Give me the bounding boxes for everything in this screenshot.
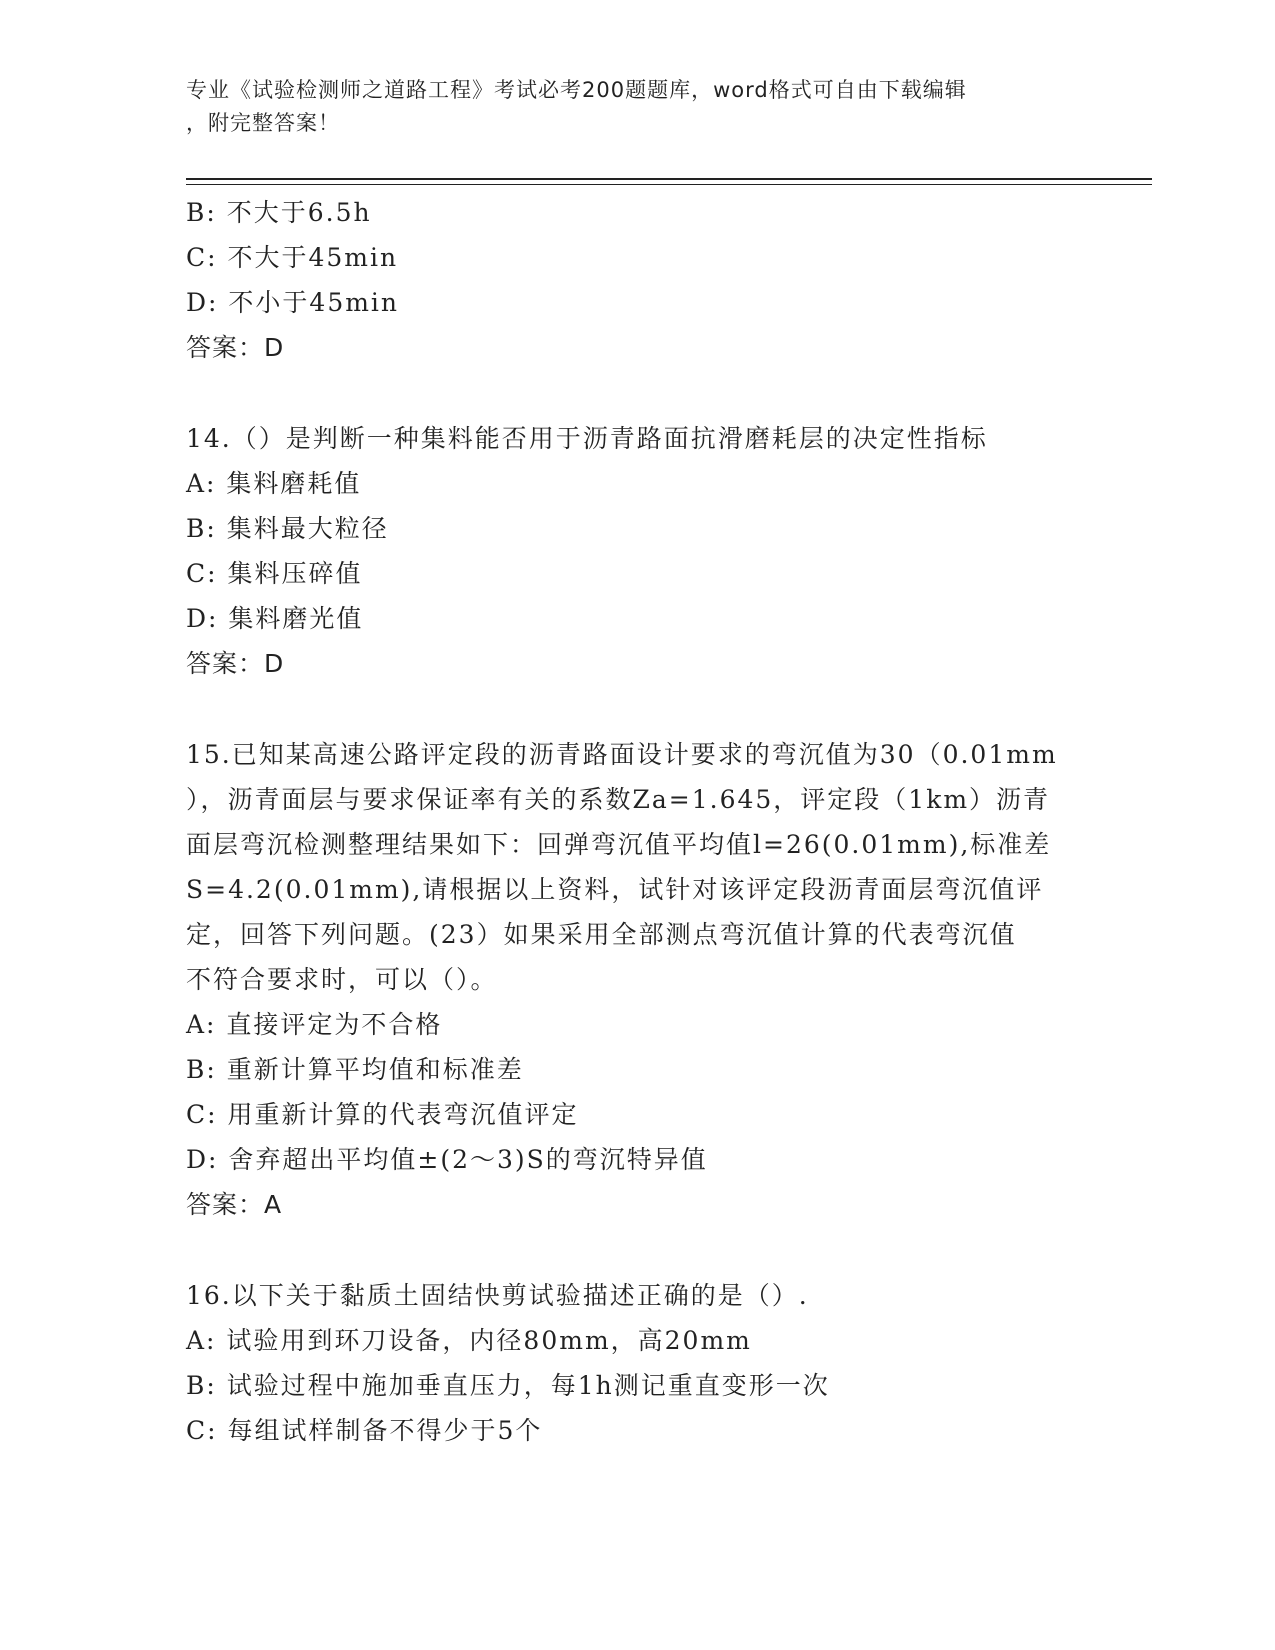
- answer-label: 答案：D: [186, 649, 285, 678]
- question-15: [186, 732, 1086, 1227]
- header-line-1: 专业《试验检测师之道路工程》考试必考200题题库，word格式可自由下载编辑: [186, 78, 967, 102]
- option-c: C: 用重新计算的代表弯沉值评定: [186, 1100, 579, 1129]
- document-header: [186, 74, 1066, 140]
- option-b: B: 重新计算平均值和标准差: [186, 1055, 524, 1084]
- option-d: D: 不小于45min: [186, 288, 400, 317]
- header-divider-thin: [186, 184, 1152, 185]
- spacer: [186, 370, 1086, 416]
- spacer: [186, 1227, 1086, 1273]
- question-stem-line: 15.已知某高速公路评定段的沥青路面设计要求的弯沉值为30（0.01mm: [186, 740, 1058, 769]
- option-d: D: 舍弃超出平均值±(2～3)S的弯沉特异值: [186, 1145, 708, 1174]
- question-stem-line: 定，回答下列问题。(23）如果采用全部测点弯沉值计算的代表弯沉值: [186, 920, 1017, 949]
- question-stem-line: 不符合要求时，可以（）。: [186, 965, 498, 994]
- answer-label: 答案：A: [186, 1190, 283, 1219]
- question-stem: 16.以下关于黏质土固结快剪试验描述正确的是（）.: [186, 1281, 809, 1310]
- question-16: [186, 1273, 1086, 1453]
- option-a: A: 直接评定为不合格: [186, 1010, 443, 1039]
- option-a: A: 试验用到环刀设备，内径80mm，高20mm: [186, 1326, 752, 1355]
- question-13: [186, 190, 1086, 370]
- question-stem-line: S=4.2(0.01mm),请根据以上资料，试针对该评定段沥青面层弯沉值评: [186, 875, 1044, 904]
- header-divider-thick: [186, 178, 1152, 180]
- option-c: C: 集料压碎值: [186, 559, 363, 588]
- question-stem: 14.（）是判断一种集料能否用于沥青路面抗滑磨耗层的决定性指标: [186, 424, 988, 453]
- option-b: B: 集料最大粒径: [186, 514, 389, 543]
- question-14: [186, 416, 1086, 686]
- header-line-2: ，附完整答案！: [186, 111, 340, 135]
- option-d: D: 集料磨光值: [186, 604, 364, 633]
- question-stem-line: 面层弯沉检测整理结果如下：回弹弯沉值平均值l=26(0.01mm),标准差: [186, 830, 1052, 859]
- question-stem-line: ），沥青面层与要求保证率有关的系数Za=1.645，评定段（1km）沥青: [186, 785, 1051, 814]
- option-b: B: 试验过程中施加垂直压力，每1h测记重直变形一次: [186, 1371, 830, 1400]
- option-b: B: 不大于6.5h: [186, 198, 372, 227]
- question-list: [186, 190, 1086, 1453]
- question-stem: [186, 732, 1086, 1002]
- answer-label: 答案：D: [186, 333, 285, 362]
- option-a: A: 集料磨耗值: [186, 469, 362, 498]
- option-c: C: 不大于45min: [186, 243, 399, 272]
- spacer: [186, 686, 1086, 732]
- option-c: C: 每组试样制备不得少于5个: [186, 1416, 543, 1445]
